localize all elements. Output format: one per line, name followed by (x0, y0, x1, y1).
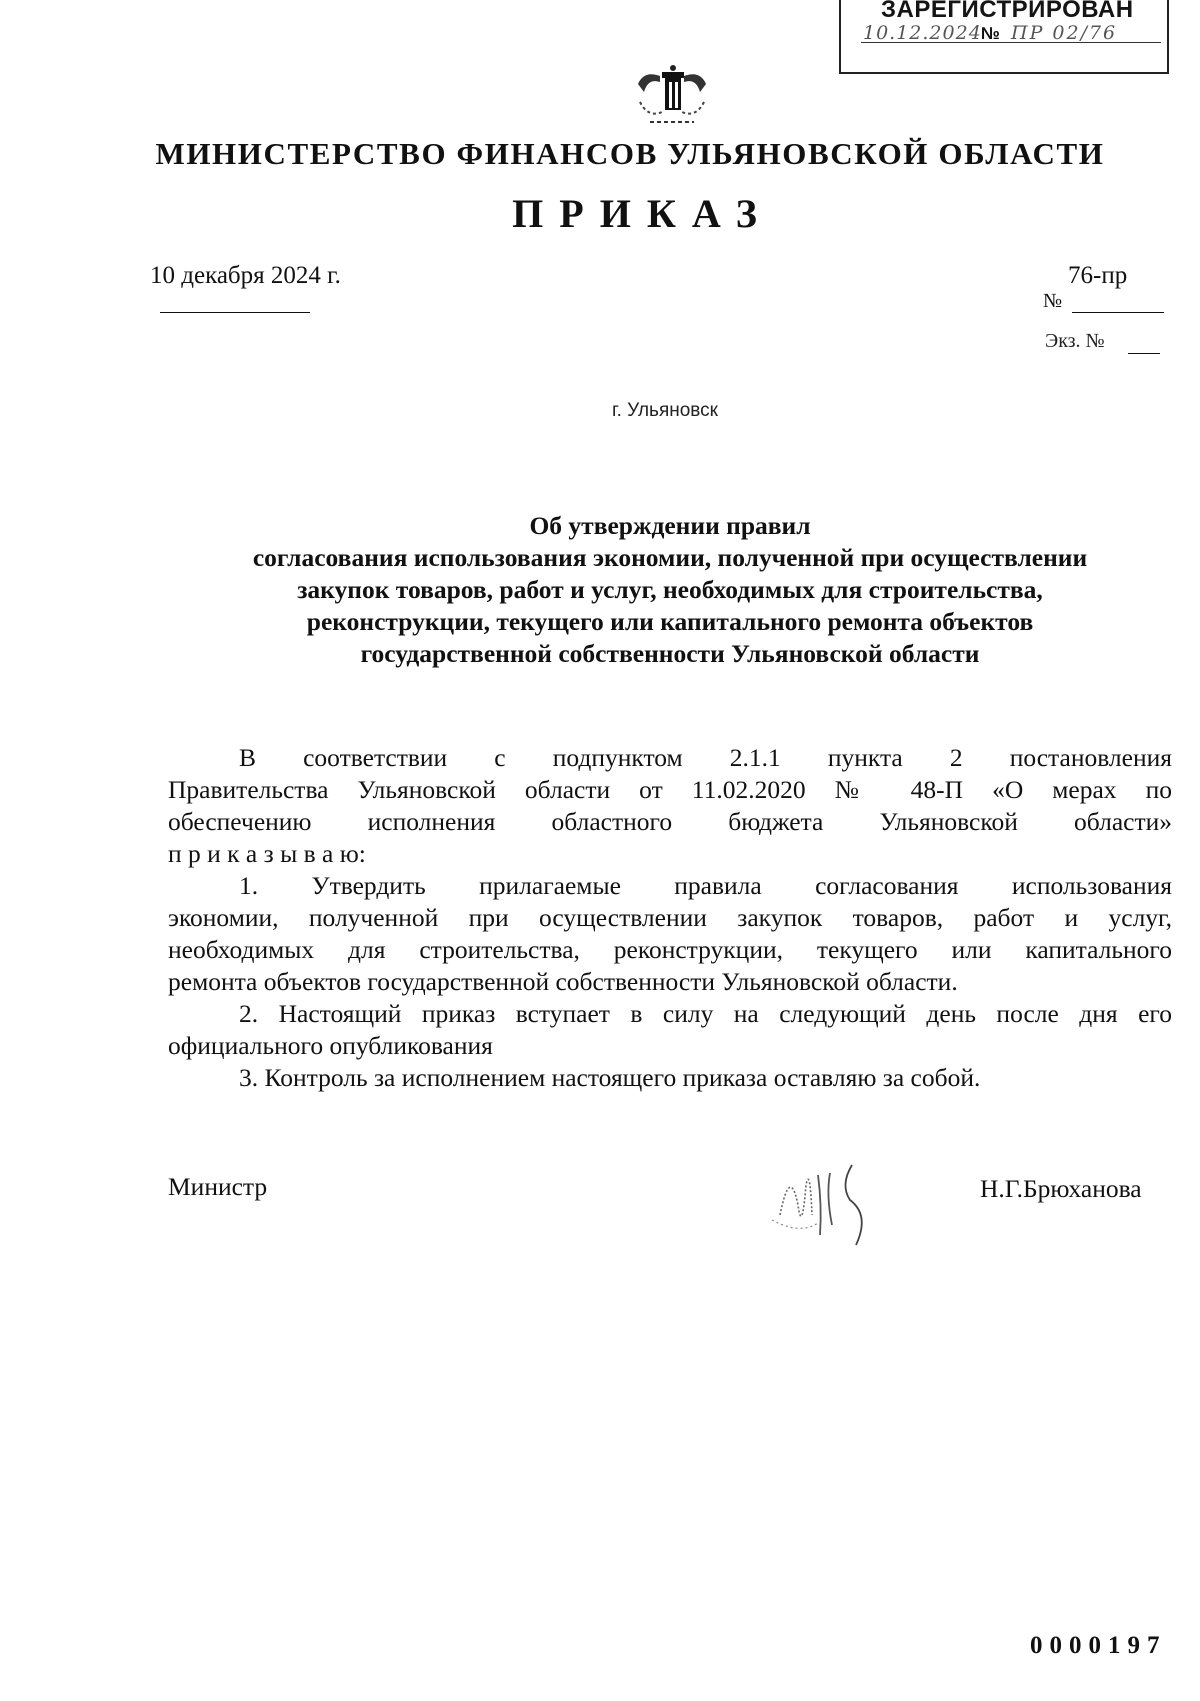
stamp-number-label: № (981, 24, 1000, 43)
signer-position: Министр (168, 1172, 268, 1201)
registration-stamp (839, 0, 1169, 74)
order-date: 10 декабря 2024 г. (150, 262, 341, 289)
item-1-line: 1. Утвердить прилагаемые правила согласования использования (239, 871, 1172, 900)
form-serial-number: 0000197 (1030, 1632, 1167, 1659)
subject-line: согласования использования экономии, полученной при осуществлении (252, 543, 1088, 572)
preamble-line: Правительства Ульяновской области от 11.02.2020 № 48-П «О мерах по (168, 775, 1172, 804)
stamp-underline (861, 42, 1161, 43)
signer-name: Н.Г.Брюханова (980, 1174, 1142, 1203)
order-body (168, 742, 1172, 1094)
date-underline (160, 312, 310, 313)
order-number-label: № (1043, 290, 1063, 312)
handwritten-signature-icon (760, 1145, 900, 1255)
subject-line: реконструкции, текущего или капитального ремонта объектов (306, 607, 1034, 636)
order-number: 76-пр (1068, 262, 1128, 289)
item-1-line: экономии, полученной при осуществлении закупок товаров, работ и услуг, (168, 903, 1172, 932)
stamp-number: ПР 02/76 (1011, 22, 1118, 44)
command-word: п р и к а з ы в а ю: (168, 839, 366, 868)
copy-number-label: Экз. № (1045, 330, 1105, 352)
subject-line: государственной собственности Ульяновской области (360, 639, 980, 668)
item-2-line: официального опубликования (168, 1031, 493, 1060)
subject-line: Об утверждении правил (529, 511, 811, 540)
ministry-name: МИНИСТЕРСТВО ФИНАНСОВ УЛЬЯНОВСКОЙ ОБЛАСТИ (155, 136, 1105, 171)
order-subject (160, 510, 1180, 670)
item-1-line: ремонта объектов государственной собственности Ульяновской области. (168, 967, 958, 996)
coat-of-arms-icon (632, 62, 712, 130)
item-2-line: 2. Настоящий приказ вступает в силу на следующий день после дня его (239, 999, 1172, 1028)
preamble-line: В соответствии с подпунктом 2.1.1 пункта 2 постановления (239, 743, 1172, 772)
document-type-heading: ПРИКАЗ (512, 191, 773, 236)
city-name: г. Ульяновск (612, 400, 718, 421)
copy-number-underline (1128, 353, 1160, 354)
preamble-line: обеспечению исполнения областного бюджета Ульяновской области» (168, 807, 1172, 836)
subject-line: закупок товаров, работ и услуг, необходимых для строительства, (297, 575, 1043, 604)
item-1-line: необходимых для строительства, реконструкции, текущего или капитального (168, 935, 1172, 964)
item-3-line: 3. Контроль за исполнением настоящего приказа оставляю за собой. (239, 1063, 981, 1092)
stamp-date: 10.12.2024 (863, 22, 982, 44)
stamp-title: ЗАРЕГИСТРИРОВАН (881, 0, 1134, 23)
number-underline (1072, 312, 1164, 313)
